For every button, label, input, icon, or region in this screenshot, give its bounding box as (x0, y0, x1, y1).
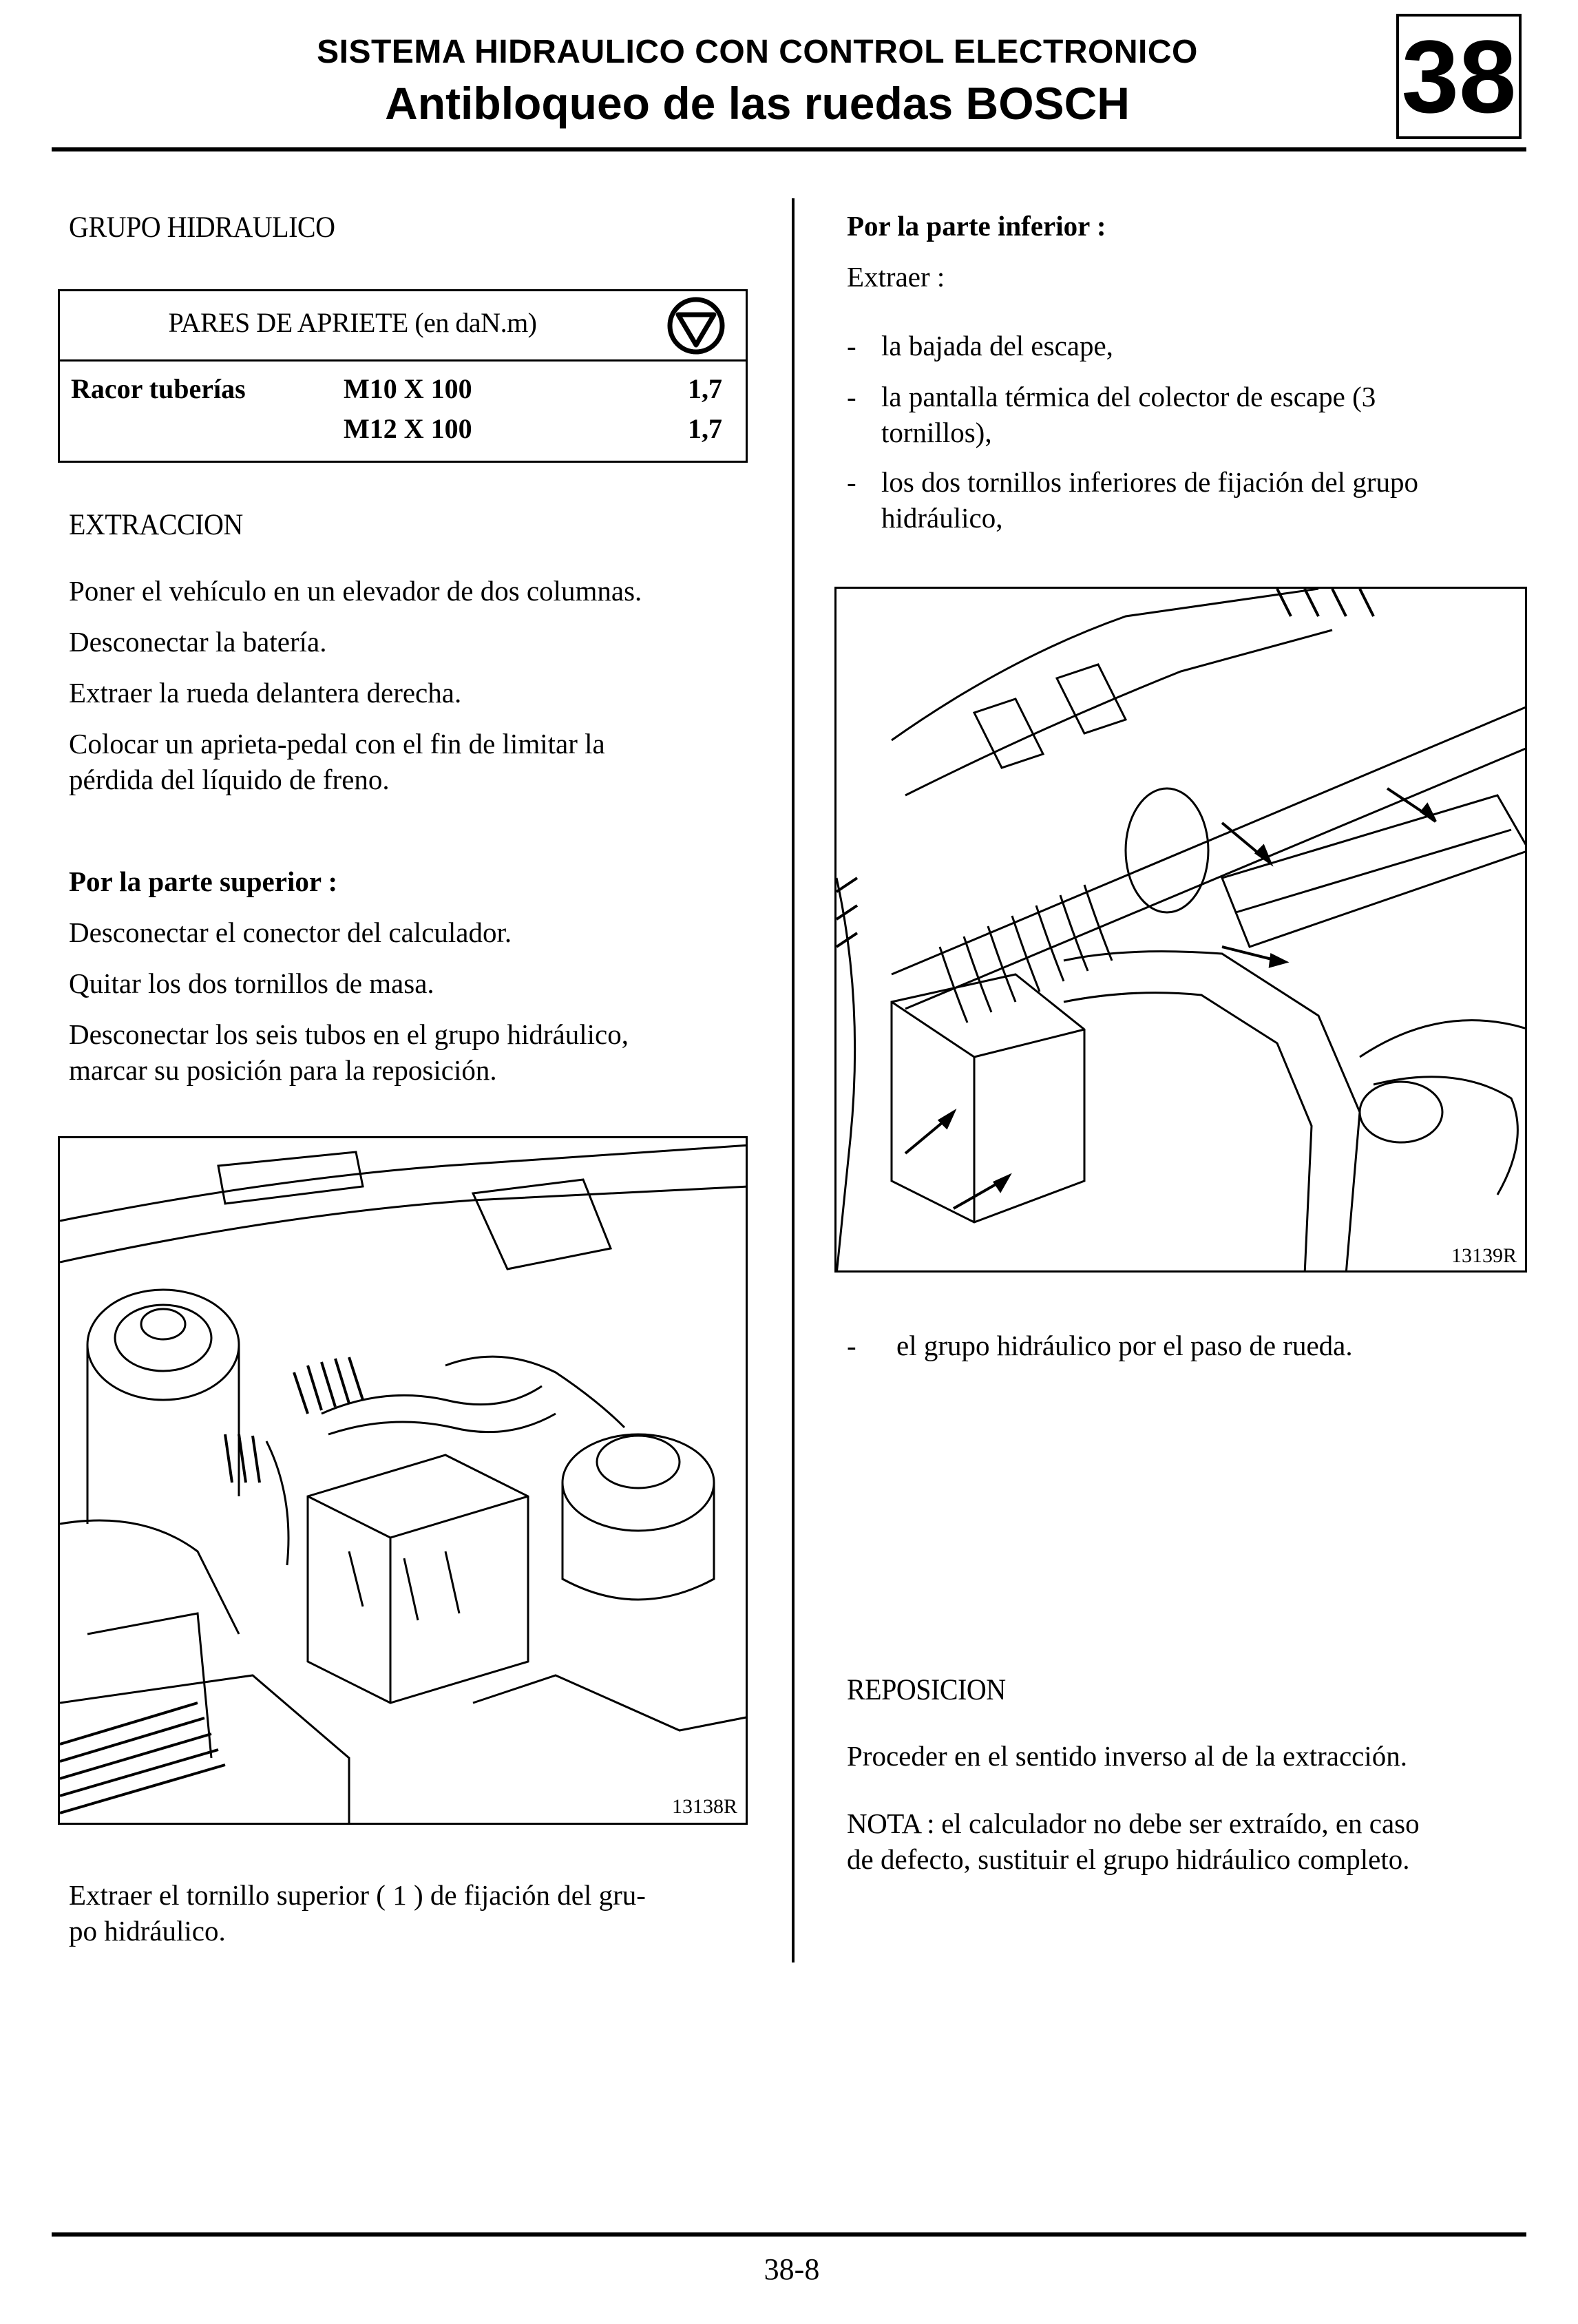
step-text: Poner el vehículo en un elevador de dos columnas. (69, 575, 642, 607)
step-text: Extraer la rueda delantera derecha. (69, 677, 462, 709)
torque-wrench-icon (666, 295, 726, 356)
step-text: Desconectar los seis tubos en el grupo hidráulico, (69, 1018, 629, 1050)
page-title: Antibloqueo de las ruedas BOSCH (385, 78, 1130, 129)
torque-table (58, 289, 748, 463)
list-item: la pantalla térmica del colector de escape (3 (881, 381, 1376, 412)
list-item: tornillos), (881, 417, 992, 448)
list-dash: - (847, 381, 856, 412)
extraction-heading: EXTRACCION (69, 507, 243, 541)
list-item: los dos tornillos inferiores de fijación del grupo (881, 466, 1418, 498)
torque-row-value: 1,7 (688, 373, 722, 404)
list-item: el grupo hidráulico por el paso de rueda. (896, 1330, 1353, 1361)
figure-caption: po hidráulico. (69, 1915, 226, 1947)
underside-drawing (837, 589, 1527, 1273)
list-dash: - (847, 1330, 856, 1361)
torque-row-thread: M12 X 100 (344, 413, 472, 444)
reposition-heading: REPOSICION (847, 1673, 1006, 1706)
step-text: pérdida del líquido de freno. (69, 764, 390, 795)
engine-bay-drawing (60, 1138, 748, 1825)
figure-reference: 13138R (669, 1795, 740, 1819)
torque-row-value: 1,7 (688, 413, 722, 444)
lower-heading: Por la parte inferior : (847, 210, 1106, 242)
step-text: Desconectar el conector del calculador. (69, 917, 512, 948)
figure-reference: 13139R (1449, 1244, 1519, 1268)
group-heading: GRUPO HIDRAULICO (69, 210, 335, 244)
footer-rule (52, 2232, 1526, 2237)
column-divider (792, 198, 795, 1962)
header-rule (52, 147, 1526, 151)
torque-row-part: Racor tuberías (71, 373, 246, 404)
section-number-box (1396, 14, 1522, 139)
note-text: de defecto, sustituir el grupo hidráulico completo. (847, 1843, 1410, 1875)
note-line (847, 1805, 1420, 1841)
step-text: Colocar un aprieta-pedal con el fin de limitar la (69, 728, 605, 760)
step-text: Desconectar la batería. (69, 626, 327, 658)
torque-table-header-label: PARES DE APRIETE (en daN.m) (168, 307, 537, 338)
exhaust-underside-illustration (834, 587, 1527, 1273)
torque-row-thread: M10 X 100 (344, 373, 472, 404)
upper-heading: Por la parte superior : (69, 866, 338, 897)
note-text: el calculador no debe ser extraído, en caso (934, 1808, 1420, 1839)
step-text: Quitar los dos tornillos de masa. (69, 967, 434, 999)
remove-intro: Extraer : (847, 261, 945, 293)
section-subtitle: SISTEMA HIDRAULICO CON CONTROL ELECTRONICO (317, 34, 1198, 70)
list-item: hidráulico, (881, 502, 1003, 534)
page-number: 38-8 (764, 2252, 820, 2286)
list-dash: - (847, 330, 856, 362)
note-label: NOTA : (847, 1808, 934, 1839)
list-item: la bajada del escape, (881, 330, 1113, 362)
step-text: marcar su posición para la reposición. (69, 1054, 497, 1086)
torque-table-header (60, 291, 746, 362)
figure-caption: Extraer el tornillo superior ( 1 ) de fijación del gru- (69, 1879, 646, 1911)
section-number: 38 (1401, 19, 1517, 134)
reposition-text: Proceder en el sentido inverso al de la extracción. (847, 1740, 1407, 1772)
list-dash: - (847, 466, 856, 498)
engine-bay-illustration (58, 1136, 748, 1825)
